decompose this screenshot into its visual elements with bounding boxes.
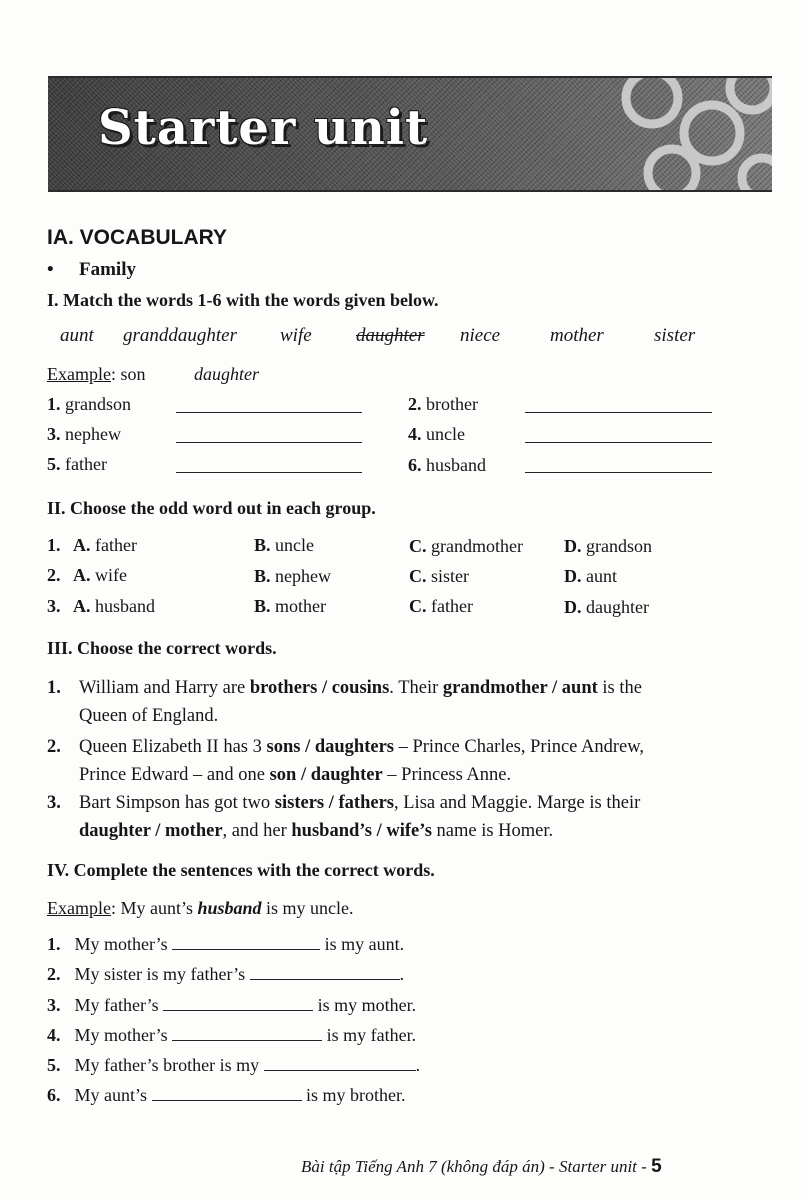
word-bank-item: wife	[280, 325, 312, 346]
choice[interactable]: sons / daughters	[266, 737, 394, 757]
fill-sentence: 1. My mother’s is my aunt.	[47, 934, 405, 954]
option-b[interactable]: B. nephew	[254, 566, 331, 586]
option-a[interactable]: A. father	[73, 535, 137, 555]
fill-sentence: 3. My father’s is my mother.	[47, 995, 417, 1015]
answer-blank[interactable]	[264, 1055, 416, 1071]
word-bank-item: mother	[550, 325, 604, 346]
exercise-4-title: IV. Complete the sentences with the correct words.	[47, 860, 435, 880]
answer-blank[interactable]	[525, 397, 712, 418]
unit-banner	[48, 76, 772, 192]
option-c[interactable]: C. grandmother	[409, 536, 523, 556]
word-bank-item: granddaughter	[123, 325, 237, 346]
answer-blank[interactable]	[525, 427, 712, 448]
choice[interactable]: daughter / mother	[79, 821, 223, 841]
exercise-4-example: Example: My aunt’s husband is my uncle.	[47, 898, 354, 918]
match-item: 6. husband	[408, 455, 486, 475]
choice[interactable]: sisters / fathers	[274, 793, 394, 813]
option-c[interactable]: C. father	[409, 596, 473, 616]
option-d[interactable]: D. grandson	[564, 536, 652, 556]
option-a[interactable]: A. wife	[73, 565, 127, 585]
match-item: 2. brother	[408, 394, 478, 414]
fill-sentence: 2. My sister is my father’s .	[47, 964, 405, 984]
exercise-3-title: III. Choose the correct words.	[47, 638, 277, 658]
word-bank-item: niece	[460, 325, 501, 346]
exercise-1-example	[47, 364, 146, 385]
match-item: 3. nephew	[47, 424, 121, 444]
answer-blank[interactable]	[176, 427, 362, 448]
exercise-1-title: I. Match the words 1-6 with the words given below.	[47, 290, 439, 310]
exercise-2-title: II. Choose the odd word out in each group.	[47, 498, 376, 518]
decorative-circles-icon	[592, 78, 772, 190]
odd-row-number: 2.	[47, 565, 61, 585]
fill-sentence: 4. My mother’s is my father.	[47, 1025, 417, 1045]
answer-blank[interactable]	[250, 964, 400, 980]
section-title: IA. VOCABULARY	[47, 226, 228, 249]
choice[interactable]: brothers / cousins	[249, 678, 390, 698]
match-item: 5. father	[47, 454, 107, 474]
unit-title: Starter unit	[98, 100, 429, 156]
question-1: 1. William and Harry are brothers / cousins. Their grandmother / aunt is the Queen of England.	[47, 678, 642, 726]
example-answer: husband	[197, 898, 262, 918]
answer-blank[interactable]	[525, 457, 712, 478]
fill-sentence: 6. My aunt’s is my brother.	[47, 1085, 406, 1105]
question-3: 3. Bart Simpson has got two sisters / fathers, Lisa and Maggie. Marge is their daughter / mother, and her husband’s / wife’s name is Homer.	[47, 793, 641, 841]
word-bank-item: sister	[654, 325, 696, 346]
word-bank-item: aunt	[60, 325, 94, 346]
answer-blank[interactable]	[172, 1025, 322, 1041]
example-word: : son	[110, 364, 146, 384]
choice[interactable]: grandmother / aunt	[442, 678, 598, 698]
footer-text: Bài tập Tiếng Anh 7 (không đáp án) - Starter unit -	[301, 1157, 652, 1176]
odd-row-number: 1.	[47, 535, 61, 555]
option-c[interactable]: C. sister	[409, 566, 469, 586]
option-d[interactable]: D. aunt	[564, 566, 617, 586]
example-answer: daughter	[194, 364, 259, 384]
question-2: 2. Queen Elizabeth II has 3 sons / daughters – Prince Charles, Prince Andrew, Prince Edward – and one son / daughter – Princess Anne.	[47, 737, 645, 785]
answer-blank[interactable]	[152, 1085, 302, 1101]
choice[interactable]: husband’s / wife’s	[291, 821, 432, 841]
example-label: Example	[47, 364, 111, 384]
word-bank-item-crossed: daughter	[356, 325, 425, 346]
answer-blank[interactable]	[176, 397, 362, 418]
page-number: 5	[651, 1156, 662, 1177]
topic-bullet: •	[47, 259, 54, 280]
page-footer	[301, 1156, 662, 1178]
choice[interactable]: son / daughter	[269, 765, 383, 785]
answer-blank[interactable]	[163, 995, 313, 1011]
match-item: 1. grandson	[47, 394, 131, 414]
odd-row-number: 3.	[47, 596, 61, 616]
answer-blank[interactable]	[176, 457, 362, 478]
option-b[interactable]: B. uncle	[254, 535, 314, 555]
match-item: 4. uncle	[408, 424, 465, 444]
fill-sentence: 5. My father’s brother is my .	[47, 1055, 421, 1075]
option-b[interactable]: B. mother	[254, 596, 327, 616]
option-d[interactable]: D. daughter	[564, 597, 649, 617]
answer-blank[interactable]	[172, 934, 320, 950]
topic-title: Family	[79, 259, 136, 280]
option-a[interactable]: A. husband	[73, 596, 155, 616]
